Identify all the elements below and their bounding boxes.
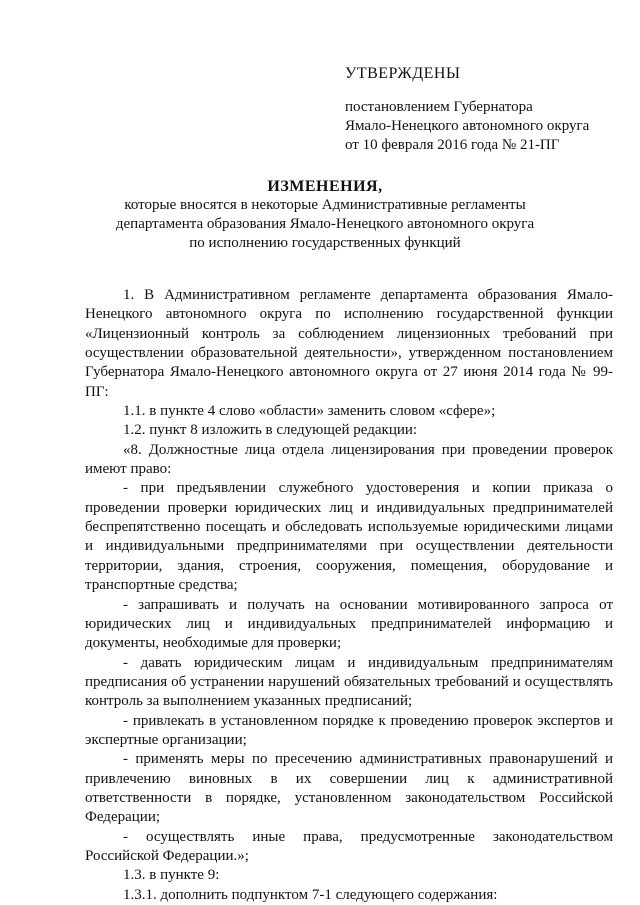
heading-line-1: которые вносятся в некоторые Административные регламенты [124, 197, 526, 213]
paragraph-1-3: 1.3. в пункте 9: [123, 867, 220, 884]
approval-block [345, 64, 615, 155]
paragraph-1-1: 1.1. в пункте 4 слово «области» заменить словом «сфере»; [123, 403, 496, 420]
paragraph-1-2: 1.2. пункт 8 изложить в следующей редакции: [123, 422, 418, 439]
heading-line-3: по исполнению государственных функций [189, 235, 461, 251]
approval-line-3: от 10 февраля 2016 года № 21-ПГ [345, 137, 560, 153]
approval-line-1: постановлением Губернатора [345, 99, 533, 115]
list-item-other-rights-cont: Российской Федерации.»; [85, 847, 249, 864]
list-item-measures: - применять меры по пресечению административных правонарушений и привлечению виновных в их совершении лиц к административной ответственности в порядке, установленном законодательством Российской Федерации; [85, 751, 613, 826]
approval-line-2: Ямало-Ненецкого автономного округа [345, 118, 590, 134]
document-body [85, 286, 613, 905]
paragraph-8-intro: «8. Должностные лица отдела лицензирования при проведении проверок имеют право: [85, 441, 613, 478]
paragraph-1-3-1: 1.3.1. дополнить подпунктом 7-1 следующего содержания: [123, 886, 498, 903]
heading-title: ИЗМЕНЕНИЯ, [267, 178, 383, 195]
list-item-request: - запрашивать и получать на основании мотивированного запроса от юридических лиц и индивидуальных предпринимателей информацию и документы, необходимые для проверки; [85, 596, 613, 652]
list-item-other-rights: - осуществлять иные права, предусмотренные законодательством [123, 828, 613, 845]
paragraph-1: 1. В Административном регламенте департамента образования Ямало-Ненецкого автономного округа по исполнению государственной функции «Лицензионный контроль за соблюдением лицензионных требований при осуществлении образовательной деятельности», утвержденном постановлением Губернатора Ямало-Ненецкого автономного округа от 27 июня 2014 года № 99-ПГ: [85, 287, 613, 400]
list-item-experts: - привлекать в установленном порядке к проведению проверок экспертов и экспертные организации; [85, 712, 613, 748]
list-item-orders: - давать юридическим лицам и индивидуальным предпринимателям предписания об устранении нарушений обязательных требований и осуществлять контроль за выполнением указанных предписаний; [85, 654, 613, 710]
list-item-inspection: - при предъявлении служебного удостоверения и копии приказа о проведении проверки юридических лиц и индивидуальных предпринимателей беспрепятственно посещать и обследовать используемые юридическими лицами и индивидуальными предпринимателями при осуществлении деятельности территории, здания, строения, сооружения, помещения, оборудование и транспортные средства; [85, 480, 613, 594]
document-heading [80, 177, 570, 253]
approval-title: УТВЕРЖДЕНЫ [345, 65, 461, 82]
heading-line-2: департамента образования Ямало-Ненецкого автономного округа [115, 216, 535, 232]
